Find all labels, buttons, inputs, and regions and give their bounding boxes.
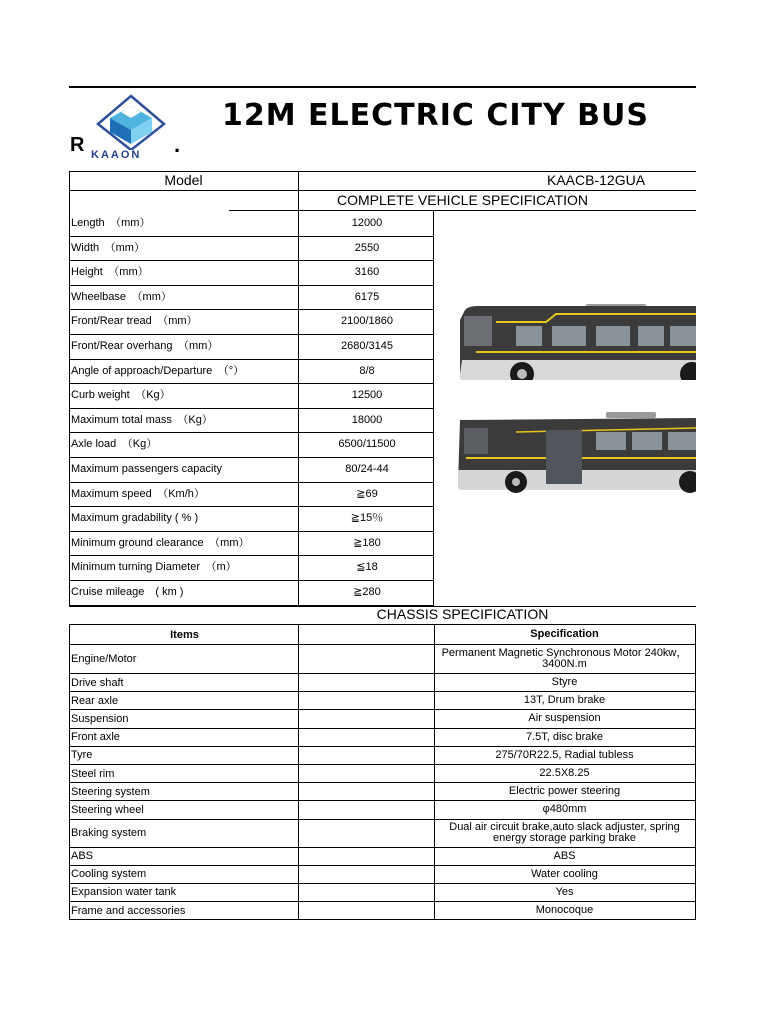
- spec-key: Minimum ground clearance （mm）: [71, 536, 250, 549]
- complete-spec-header: [229, 191, 696, 211]
- chassis-row: [69, 765, 696, 783]
- chassis-row: [69, 692, 696, 710]
- chassis-row: [69, 710, 696, 728]
- spec-row: [69, 309, 434, 335]
- spec-row: [69, 457, 434, 483]
- chassis-spec: Electric power steering: [508, 785, 621, 798]
- chassis-spec: 275/70R22.5, Radial tubless: [495, 748, 634, 761]
- logo-prefix: R: [70, 134, 85, 156]
- chassis-row: [69, 820, 696, 848]
- spec-key: Maximum passengers capacity: [71, 463, 223, 475]
- spec-value: ≧180: [298, 531, 435, 556]
- chassis-blank-cell: [299, 674, 435, 691]
- spec-value: 8/8: [298, 359, 435, 384]
- chassis-spec: 13T, Drum brake: [523, 694, 606, 707]
- model-row: [69, 171, 696, 191]
- spec-row: [69, 408, 434, 434]
- chassis-row: [69, 729, 696, 747]
- chassis-item: Drive shaft: [70, 674, 299, 691]
- chassis-item: Rear axle: [70, 692, 299, 709]
- logo-brand-text: KAAON: [91, 149, 142, 161]
- chassis-col-blank: [299, 625, 435, 644]
- spec-row: [69, 531, 434, 557]
- spec-key: Height （mm）: [71, 266, 149, 279]
- chassis-spec: φ480mm: [542, 803, 587, 816]
- spec-value: ≧15％: [298, 506, 435, 531]
- spec-key: Angle of approach/Departure （°）: [71, 364, 245, 377]
- spec-row: [69, 334, 434, 360]
- company-logo: [70, 94, 190, 166]
- chassis-blank-cell: [299, 765, 435, 782]
- chassis-row: [69, 902, 696, 920]
- chassis-spec: 22.5X8.25: [539, 767, 590, 780]
- chassis-spec: Permanent Magnetic Synchronous Motor 240kw，3400N.m: [441, 647, 688, 670]
- chassis-item: Cooling system: [70, 866, 299, 883]
- chassis-header-row: [69, 624, 696, 645]
- spec-key: Front/Rear overhang （mm）: [71, 340, 219, 352]
- chassis-row: [69, 801, 696, 819]
- spec-key: Maximum speed （Km/h）: [71, 487, 205, 500]
- chassis-row: [69, 783, 696, 801]
- model-label: Model: [164, 172, 203, 188]
- spec-key: Wheelbase （mm）: [71, 290, 172, 303]
- spec-value: ≧280: [298, 580, 435, 605]
- spec-value: 3160: [298, 260, 435, 285]
- model-value: KAACB-12GUA: [547, 172, 646, 188]
- spec-row: [69, 359, 434, 385]
- spec-value: 12000: [298, 211, 435, 236]
- spec-value: 12500: [298, 383, 435, 408]
- spec-key: Curb weight （Kg）: [71, 389, 171, 402]
- chassis-col-spec: Specification: [530, 628, 599, 640]
- chassis-row: [69, 645, 696, 674]
- complete-spec-title: COMPLETE VEHICLE SPECIFICATION: [336, 192, 588, 208]
- spec-value: 18000: [298, 408, 435, 433]
- chassis-blank-cell: [299, 801, 435, 818]
- chassis-row: [69, 866, 696, 884]
- spec-key: Maximum gradability ( % ): [71, 512, 199, 525]
- chassis-spec: Air suspension: [528, 712, 601, 725]
- spec-value: 80/24-44: [298, 457, 435, 482]
- chassis-col-items: Items: [70, 625, 299, 644]
- spec-row: [69, 260, 434, 286]
- spec-key: Minimum turning Diameter （m）: [71, 561, 237, 574]
- chassis-blank-cell: [299, 820, 435, 847]
- bus-front-icon: [456, 290, 696, 380]
- chassis-spec: ABS: [553, 849, 576, 862]
- chassis-blank-cell: [299, 710, 435, 727]
- spec-key: Axle load （Kg）: [71, 438, 158, 451]
- spec-value: 2680/3145: [298, 334, 435, 359]
- bus-side-icon: [456, 410, 696, 500]
- chassis-blank-cell: [299, 645, 435, 673]
- spec-value: 2550: [298, 236, 435, 261]
- spec-value: 2100/1860: [298, 309, 435, 334]
- chassis-item: Engine/Motor: [70, 645, 299, 673]
- spec-row: [69, 580, 434, 606]
- spec-row: [69, 211, 434, 237]
- spec-row: [69, 432, 434, 458]
- spec-key: Length （mm）: [71, 217, 151, 229]
- chassis-item: Steering system: [70, 783, 299, 800]
- spec-value: ≦18: [298, 555, 435, 580]
- spec-key: Width （mm）: [71, 241, 145, 254]
- spec-row: [69, 555, 434, 581]
- chassis-blank-cell: [299, 884, 435, 901]
- chassis-item: Expansion water tank: [70, 884, 299, 901]
- chassis-item: Braking system: [70, 820, 299, 847]
- chassis-blank-cell: [299, 866, 435, 883]
- chassis-spec: Monocoque: [535, 904, 594, 917]
- spec-key: Cruise mileage ( km ): [71, 586, 184, 598]
- chassis-blank-cell: [299, 692, 435, 709]
- spec-value: ≧69: [298, 482, 435, 507]
- chassis-blank-cell: [299, 747, 435, 764]
- top-rule: [69, 86, 696, 88]
- spec-value: 6500/11500: [298, 432, 435, 457]
- chassis-item: Suspension: [70, 710, 299, 727]
- chassis-spec-title: CHASSIS SPECIFICATION: [376, 606, 549, 622]
- spec-row: [69, 482, 434, 508]
- spec-value: 6175: [298, 285, 435, 310]
- chassis-blank-cell: [299, 902, 435, 919]
- chassis-item: ABS: [70, 848, 299, 865]
- bus-front-image: [456, 290, 696, 380]
- chassis-blank-cell: [299, 729, 435, 746]
- chassis-blank-cell: [299, 848, 435, 865]
- chassis-spec: 7.5T, disc brake: [525, 730, 604, 743]
- spec-row: [69, 285, 434, 311]
- chassis-spec: Styre: [551, 676, 578, 689]
- chassis-item: Steering wheel: [70, 801, 299, 818]
- chassis-item: Front axle: [70, 729, 299, 746]
- chassis-spec-table: [69, 624, 696, 920]
- chassis-blank-cell: [299, 783, 435, 800]
- chassis-row: [69, 848, 696, 866]
- spec-row: [69, 383, 434, 409]
- chassis-row: [69, 747, 696, 765]
- chassis-row: [69, 884, 696, 902]
- page-title: 12M ELECTRIC CITY BUS: [222, 98, 649, 133]
- logo-suffix: .: [174, 132, 181, 157]
- logo-diamond-icon: [94, 94, 168, 150]
- chassis-spec: Water cooling: [531, 867, 598, 880]
- chassis-item: Steel rim: [70, 765, 299, 782]
- chassis-item: Tyre: [70, 747, 299, 764]
- chassis-row: [69, 674, 696, 692]
- chassis-spec: Dual air circuit brake,auto slack adjuster, spring energy storage parking brake: [449, 821, 680, 844]
- chassis-item: Frame and accessories: [70, 902, 299, 919]
- spec-key: Front/Rear tread （mm）: [71, 315, 198, 328]
- spec-row: [69, 506, 434, 532]
- chassis-spec: Yes: [555, 885, 574, 898]
- spec-row: [69, 236, 434, 262]
- spec-key: Maximum total mass （Kg）: [71, 413, 213, 426]
- bus-side-image: [456, 410, 696, 500]
